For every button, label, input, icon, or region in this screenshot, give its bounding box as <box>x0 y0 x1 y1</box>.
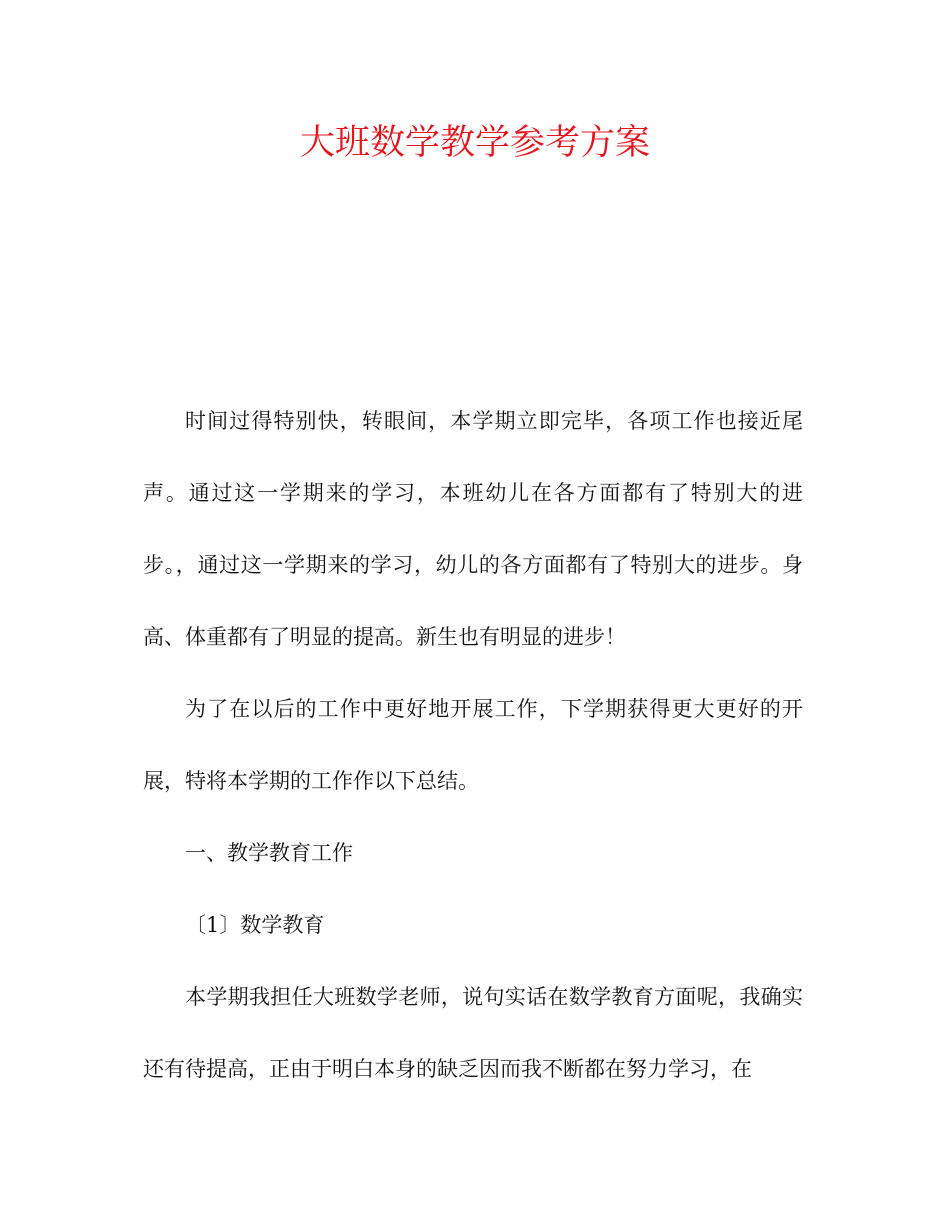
paragraph-intro: 时间过得特别快，转眼间，本学期立即完毕，各项工作也接近尾声。通过这一学期来的学习，本班幼儿在各方面都有了特别大的进步。，通过这一学期来的学习，幼儿的各方面都有了特别大的进步。身高、体重都有了明显的提高。新生也有明显的进步！ <box>143 409 803 649</box>
subsection-heading-math: 〔1〕数学教育 <box>185 913 325 937</box>
document-body <box>143 385 803 1105</box>
section-heading-teaching: 一、教学教育工作 <box>185 841 353 865</box>
paragraph-math-teacher: 本学期我担任大班数学老师，说句实话在数学教育方面呢，我确实还有待提高，正由于明白本身的缺乏因而我不断都在努力学习，在 <box>143 985 803 1081</box>
document-title: 大班数学教学参考方案 <box>299 123 650 163</box>
paragraph-purpose: 为了在以后的工作中更好地开展工作，下学期获得更大更好的开展，特将本学期的工作作以下总结。 <box>143 697 803 793</box>
